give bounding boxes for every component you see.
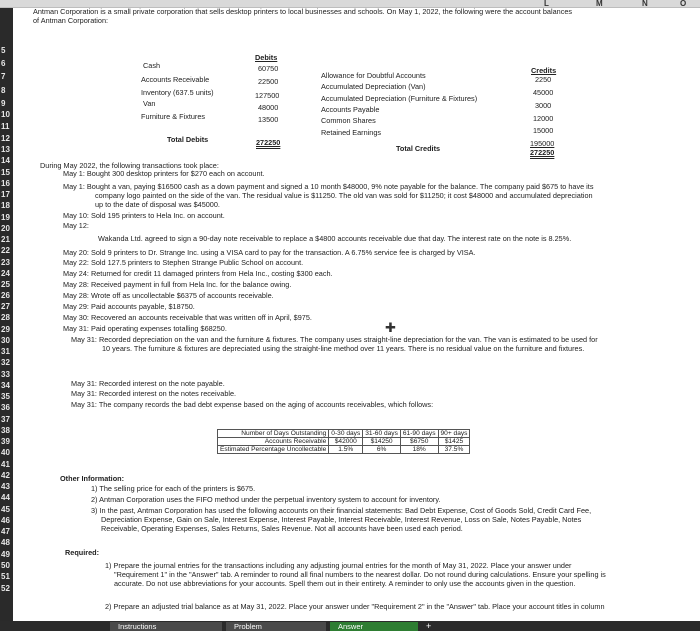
transaction-line: company logo painted on the side of the van. The residual value is $11250. The old van was sold for $11250; it cost $48000 and accumulated depreciation [95, 191, 593, 200]
intro-line-2: of Antman Corporation: [33, 16, 109, 25]
row-number[interactable]: 45 [1, 505, 10, 514]
aging-header-cell[interactable]: Number of Days Outstanding [218, 430, 329, 438]
transaction-line: May 30: Recovered an accounts receivable that was written off in April, $975. [63, 313, 312, 322]
row-number[interactable]: 38 [1, 426, 10, 435]
aging-receivable-row [218, 438, 470, 446]
row-number[interactable]: 19 [1, 213, 10, 222]
row-number[interactable]: 50 [1, 561, 10, 570]
transaction-line: May 24: Returned for credit 11 damaged printers from Hela Inc., costing $300 each. [63, 269, 333, 278]
credit-name-accdep-ff: Accumulated Depreciation (Furniture & Fixtures) [321, 94, 478, 103]
row-number[interactable]: 7 [1, 72, 6, 81]
row-number[interactable]: 47 [1, 527, 10, 536]
row-number[interactable]: 46 [1, 516, 10, 525]
debit-value-furniture: 13500 [258, 115, 279, 124]
row-number[interactable]: 36 [1, 403, 10, 412]
transaction-line: May 28: Wrote off as uncollectable $6375 of accounts receivable. [63, 291, 274, 300]
aging-receivable-cell[interactable]: $42000 [329, 438, 363, 446]
debit-value-inventory: 127500 [255, 91, 280, 100]
row-number[interactable]: 18 [1, 201, 10, 210]
total-credits-label: Total Credits [396, 144, 441, 153]
aging-receivable-cell[interactable]: $14250 [363, 438, 401, 446]
transaction-line: May 31: The company records the bad debt expense based on the aging of accounts receivables, which follows: [71, 400, 434, 409]
other-info-item: 1) The selling price for each of the printers is $675. [91, 484, 256, 493]
row-number[interactable]: 14 [1, 156, 10, 165]
other-info-item: 3) In the past, Antman Corporation has used the following accounts on their financial statements: Bad Debt Expense, Cost of Goods Sold, Credit Card Fee, [91, 506, 592, 515]
tab-problem[interactable]: Problem [226, 622, 326, 631]
row-number[interactable]: 32 [1, 358, 10, 367]
row-number[interactable]: 15 [1, 168, 10, 177]
row-number[interactable]: 39 [1, 437, 10, 446]
row-number[interactable]: 9 [1, 99, 6, 108]
credit-value-retained: 195000 [530, 139, 555, 148]
row-number[interactable]: 31 [1, 347, 10, 356]
transaction-line: up to the date of disposal was $45000. [95, 200, 220, 209]
required-item: 2) Prepare an adjusted trial balance as at May 31, 2022. Place your answer under "Requirement 2" in the "Answer" tab. Place your account titles in column [105, 602, 605, 611]
aging-header-cell[interactable]: 90+ days [438, 430, 470, 438]
credit-value-ap: 12000 [533, 114, 554, 123]
transaction-line: Wakanda Ltd. agreed to sign a 90-day note receivable to replace a $4800 accounts receivable due that day. The interest rate on the note is 8.25%. [98, 234, 572, 243]
row-number[interactable]: 22 [1, 246, 10, 255]
transactions-intro: During May 2022, the following transactions took place: [40, 161, 219, 170]
aging-receivable-cell[interactable]: $6750 [400, 438, 438, 446]
debit-name-inventory: Inventory (637.5 units) [141, 88, 214, 97]
row-number[interactable]: 40 [1, 448, 10, 457]
credit-value-allowance: 2250 [535, 75, 552, 84]
aging-header-cell[interactable]: 61-90 days [400, 430, 438, 438]
transaction-line: May 31: Recorded depreciation on the van and the furniture & fixtures. The company uses straight-line depreciation for the van. The van is estimated to be used for [71, 335, 598, 344]
crosshair-cursor-icon: ✚ [385, 320, 396, 335]
row-number[interactable]: 17 [1, 190, 10, 199]
column-letter-n[interactable]: N [642, 0, 648, 8]
total-debits-value: 272250 [256, 138, 281, 147]
aging-header-row [218, 430, 470, 438]
required-item: "Requirement 1" in the "Answer" tab. A reminder to round all final numbers to the nearest dollar. Do not round during calculations. Ensure your spelling is [114, 570, 606, 579]
credit-name-retained: Retained Earnings [321, 128, 382, 137]
row-number[interactable]: 10 [1, 110, 10, 119]
row-number[interactable]: 33 [1, 370, 10, 379]
transaction-line: May 31: Recorded interest on the notes receivable. [71, 389, 237, 398]
aging-percent-cell[interactable]: 1.5% [329, 446, 363, 454]
transaction-line: 10 years. The furniture & fixtures are depreciated using the straight-line method over 11 years. There is no residual value on the furniture and fixtures. [102, 344, 585, 353]
debit-value-van: 48000 [258, 103, 279, 112]
debit-name-furniture: Furniture & Fixtures [141, 112, 206, 121]
transaction-line: May 22: Sold 127.5 printers to Stephen Strange Public School on account. [63, 258, 304, 267]
other-info-item: Depreciation Expense, Gain on Sale, Interest Expense, Interest Payable, Interest Receivable, Interest Revenue, Loss on Sale, Notes Payable, Notes [101, 515, 582, 524]
column-letter-o[interactable]: O [680, 0, 687, 8]
row-number[interactable]: 49 [1, 550, 10, 559]
intro-line-1: Antman Corporation is a small private corporation that sells desktop printers to local businesses and schools. On May 1, 2022, the following were the account balances [33, 7, 573, 16]
credit-value-common: 15000 [533, 126, 554, 135]
transaction-line: May 31: Recorded interest on the note payable. [71, 379, 225, 388]
credits-header: Credits [531, 66, 557, 75]
row-number[interactable]: 42 [1, 471, 10, 480]
transaction-line: May 20: Sold 9 printers to Dr. Strange Inc. using a VISA card to pay for the transaction. A 6.75% service fee is charged by VISA. [63, 248, 476, 257]
row-number[interactable]: 27 [1, 302, 10, 311]
column-letter-m[interactable]: M [596, 0, 603, 8]
row-number[interactable]: 35 [1, 392, 10, 401]
credit-name-accdep-van: Accumulated Depreciation (Van) [321, 82, 426, 91]
other-info-item: Receivable, Operating Expenses, Sales Returns, Sales Revenue. Not all accounts have been used each period. [101, 524, 463, 533]
credit-value-accdep-ff: 3000 [535, 101, 552, 110]
transaction-line: May 12: [63, 221, 89, 230]
debit-name-cash: Cash [143, 61, 161, 70]
row-number[interactable]: 13 [1, 145, 10, 154]
debit-value-ar: 22500 [258, 77, 279, 86]
row-number[interactable]: 29 [1, 325, 10, 334]
row-number-gutter [0, 8, 13, 622]
transaction-line: May 29: Paid accounts payable, $18750. [63, 302, 195, 311]
row-number[interactable]: 43 [1, 482, 10, 491]
row-number[interactable]: 30 [1, 336, 10, 345]
row-number[interactable]: 20 [1, 224, 10, 233]
row-number[interactable]: 52 [1, 584, 10, 593]
other-info-title: Other Information: [60, 474, 125, 483]
tab-instructions[interactable]: Instructions [110, 622, 222, 631]
aging-receivable-cell[interactable]: $1425 [438, 438, 470, 446]
aging-percent-cell[interactable]: 18% [400, 446, 438, 454]
worksheet [13, 8, 700, 622]
row-number[interactable]: 44 [1, 493, 10, 502]
other-info-item: 2) Antman Corporation uses the FIFO method under the perpetual inventory system to account for inventory. [91, 495, 441, 504]
transaction-line: May 1: Bought 300 desktop printers for $270 each on account. [63, 169, 265, 178]
debits-header: Debits [255, 53, 278, 62]
row-number[interactable]: 5 [1, 46, 6, 55]
row-number[interactable]: 28 [1, 313, 10, 322]
tab-answer[interactable]: Answer [330, 622, 418, 631]
required-item: 1) Prepare the journal entries for the transactions including any adjusting journal entries for the month of May 31, 2022. Place your answer under [105, 561, 572, 570]
total-credits-value: 272250 [530, 148, 555, 157]
aging-header-cell[interactable]: 31-60 days [363, 430, 401, 438]
row-number[interactable]: 16 [1, 179, 10, 188]
required-title: Required: [65, 548, 100, 557]
row-number[interactable]: 24 [1, 269, 10, 278]
debit-name-ar: Accounts Receivable [141, 75, 210, 84]
row-number[interactable]: 12 [1, 134, 10, 143]
column-letter-l[interactable]: L [544, 0, 549, 8]
row-number[interactable]: 34 [1, 381, 10, 390]
aging-percent-row [218, 446, 470, 454]
total-debits-label: Total Debits [167, 135, 209, 144]
required-item: accurate. Do not use abbreviations for your accounts. Spell them out in their entirety. A reminder to only use the accounts given in the question. [114, 579, 576, 588]
credit-name-allowance: Allowance for Doubtful Accounts [321, 71, 426, 80]
credit-value-accdep-van: 45000 [533, 88, 554, 97]
credit-name-ap: Accounts Payable [321, 105, 380, 114]
row-number[interactable]: 37 [1, 415, 10, 424]
transaction-line: May 10: Sold 195 printers to Hela Inc. on account. [63, 211, 225, 220]
row-number[interactable]: 41 [1, 460, 10, 469]
aging-table [217, 429, 470, 454]
aging-percent-cell[interactable]: 6% [363, 446, 401, 454]
aging-header-cell[interactable]: 0-30 days [329, 430, 363, 438]
sheet-tab-bar [0, 621, 700, 631]
row-number[interactable]: 23 [1, 258, 10, 267]
aging-receivable-label[interactable]: Accounts Receivable [218, 438, 329, 446]
row-number[interactable]: 26 [1, 291, 10, 300]
row-number[interactable]: 21 [1, 235, 10, 244]
credit-name-common: Common Shares [321, 116, 376, 125]
row-number[interactable]: 6 [1, 59, 6, 68]
debit-value-cash: 60750 [258, 64, 279, 73]
transaction-line: May 1: Bought a van, paying $16500 cash as a down payment and signed a 10 month $48000, 9% note payable for the balance. The company paid $675 to have its [63, 182, 594, 191]
row-number[interactable]: 25 [1, 280, 10, 289]
row-number[interactable]: 51 [1, 572, 10, 581]
aging-percent-label[interactable]: Estimated Percentage Uncollectable [218, 446, 329, 454]
aging-percent-cell[interactable]: 37.5% [438, 446, 470, 454]
transaction-line: May 28: Received payment in full from Hela Inc. for the balance owing. [63, 280, 292, 289]
row-number[interactable]: 11 [1, 122, 10, 131]
debit-name-van: Van [143, 99, 156, 108]
add-sheet-icon[interactable]: + [426, 621, 432, 631]
row-number[interactable]: 8 [1, 86, 6, 95]
transaction-line: May 31: Paid operating expenses totalling $68250. [63, 324, 227, 333]
row-number[interactable]: 48 [1, 538, 10, 547]
